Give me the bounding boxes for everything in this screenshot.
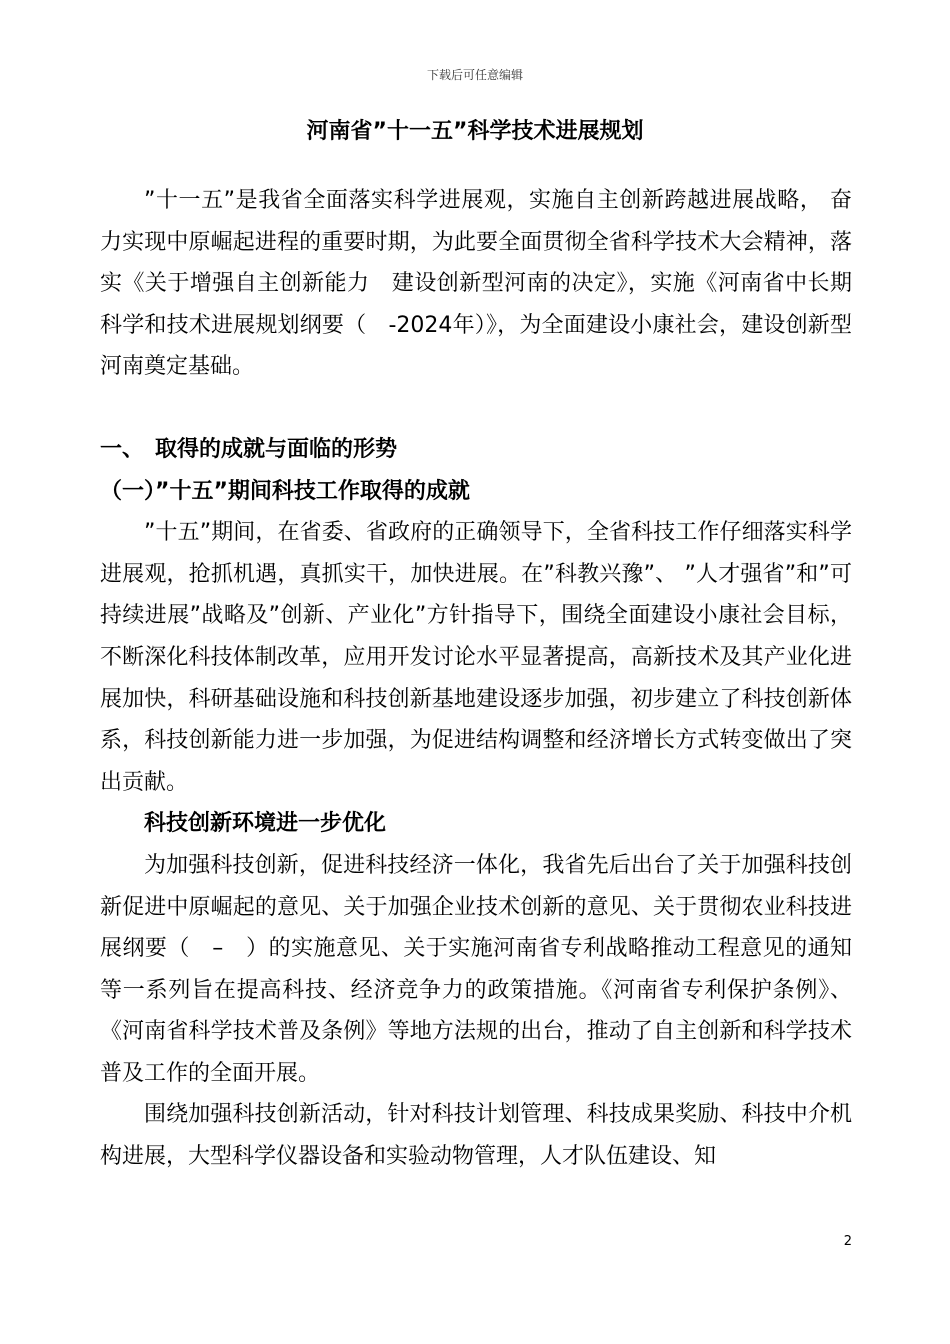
document-body [100,180,852,1178]
section-heading: 一、 取得的成就与面临的形势 [100,436,398,462]
management-paragraph: 围绕加强科技创新活动，针对科技计划管理、科技成果奖励、科技中介机构进展，大型科学仪器设备和实验动物管理，人才队伍建设、知 [100,1102,852,1170]
policy-paragraph: 为加强科技创新，促进科技经济一体化，我省先后出台了关于加强科技创新促进中原崛起的意见、关于加强企业技术创新的意见、关于贯彻农业科技进展纲要（ – ）的实施意见、关于实施河南省专利战略推动工程意见的通知等一系列旨在提高科技、经济竞争力的政策措施。《河南省专利保护条例》、《河南省科学技术普及条例》等地方法规的出台，推动了自主创新和科学技术普及工作的全面开展。 [100,852,852,1086]
environment-heading: 科技创新环境进一步优化 [144,811,387,837]
page-number: 2 [843,1234,852,1249]
intro-paragraph: ”十一五”是我省全面落实科学进展观，实施自主创新跨越进展战略， 奋力实现中原崛起进程的重要时期，为此要全面贯彻全省科学技术大会精神，落实《关于增强自主创新能力 建设创新型河南的决定》，实施《河南省中长期科学和技术进展规划纲要（ -2024年）》，为全面建设小康社会，建设创新型河南奠定基础。 [100,188,852,380]
header-note: 下载后可任意编辑 [426,68,523,82]
achievements-paragraph: ”十五”期间，在省委、省政府的正确领导下，全省科技工作仔细落实科学进展观，抢抓机遇，真抓实干，加快进展。在”科教兴豫”、 ”人才强省”和”可持续进展”战略及”创新、产业化”方针指导下，围绕全面建设小康社会目标，不断深化科技体制改革，应用开发讨论水平显著提高，高新技术及其产业化进展加快，科研基础设施和科技创新基地建设逐步加强，初步建立了科技创新体系，科技创新能力进一步加强，为促进结构调整和经济增长方式转变做出了突出贡献。 [100,520,852,795]
subsection-heading: （一）”十五”期间科技工作取得的成就 [100,478,470,504]
document-title: 河南省”十一五”科学技术进展规划 [306,119,644,144]
